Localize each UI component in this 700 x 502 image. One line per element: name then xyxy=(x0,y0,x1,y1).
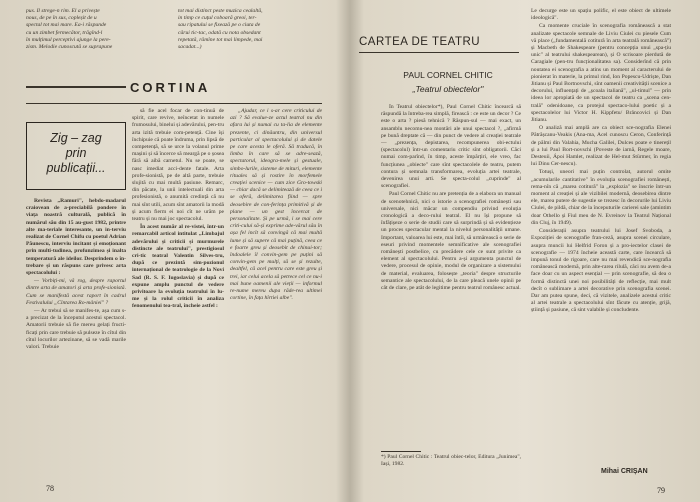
right-column-b xyxy=(531,8,671,464)
section-title-cortina: CORTINA xyxy=(130,80,211,95)
left-top-column-a xyxy=(26,8,166,54)
text-line: în mulțimul perceptivi ajunge la pere- xyxy=(26,36,111,43)
text-line: in timp ce cuțul coboară greoi, ter- xyxy=(178,15,257,22)
paragraph: „Ajudar, ce i s-ar cere criticului de azi ? Să evalue-ze actul teatral nu din afara lui și numai cu ta-lia de elemente prezente, ci dinăuntru, din universul particular al spectacolului și de datele pe care acesta le oferă. Să traducă, în limba în care să se adre-sează, spectatorul, ideogra-mele și gestuale, simbo-lurile, sisteme de mituri, elemente rituales să și rostire în morfemele creației scenice — cum zice Gro-towski — chiar dacă se delimitează de ceea ce i se oferă, delimitarea fiind — spre deosebire de con-ferința primitivă și de plane — un gest încercat de personalitate. Și pe urmă, i se mai cere criti-cului să-și exprime ade-vărul său în așa fel incît să convingă că mai multă lume și să supere că mai puțină, ceea ce e foarte greu și deosebit de chinui-tor; îndoalele îl convin-gem pe puțini să convin-gem pe mulți, să se și rezulte, dealtfel, că acel pentru care este greu și trei, iar celui acela să petrece cel ce nu-i mai bune oamenii ale vieții — informul re-nume mereu dupa răde-rea ultimei cortine, în fața hîrtiei albe". xyxy=(230,108,322,302)
left-column-c xyxy=(230,108,322,468)
text-line: zism. Melodie cunoscută se suprapune xyxy=(26,44,113,51)
paragraph: Revista „Ramuri", hebdo-madarul craiovean de a-preciabilă pondere în viața noastră culturală, publică în numărul său din 15 au-gust 1982, printre alte ma-teriale interesante, un in-terviu realizat de Cornel Chifu cu poetul Adrian Păunescu, interviu incitant și emoționant prin multi-tudinea, profunzimea și inalta temperatură ale ideilor. Desprindem o în-trebare și un răspuns care privesc arta spectacolului : xyxy=(26,198,126,277)
left-page xyxy=(0,0,349,502)
paragraph: Le decurge este un spațiu polific, el este obiect de ultimele ideologică". xyxy=(531,8,671,22)
paragraph: O analiză mai amplă are ca obiect sce-nografia Elenei Pătrășcanu-Veakis (Ana-ma, Acel cunoscu Ceron, Conferință de pălmi din Valahia, Mucha Galilei, Dulces poate e tinerețil și a lui Paul Bort-novschi (Poveste de iarnă, Regele moare, Desteuii, Ápoi Hamlet, realizat de Hel-mut Stürmer, în regia lui Dinu Cer-nescu). xyxy=(531,125,671,168)
left-column-a xyxy=(26,198,126,468)
right-column-a xyxy=(381,104,521,450)
paragraph: Totuși, uneori mai puțin controlat, autorul omite „acumularile cantitative" în evoluția scenografiei românești, rema-nîn că „marea cotitură" la „explozia" se înscrie într-un moment al creației și ale vizibilei modernă, deosebirea dintre ele, marea putere de sugestie se trezesc în decorurile lui Liviu Ciulei, de pildă, chiar de la începuturile carierei sale (amintim doar Othello și Fiul meu de N. Evreinov la Teatrul Național din Cluj, în 1949). xyxy=(531,169,671,226)
paragraph: să fie acel focar de con-tinuă de spirit, care revive, neîncetat in numele frumosului, binelui și adevărului, pen-tru arta izită trebuie com-petență. Cine își închipuie că poate îndruma, prin lipsă de competență, să se urce la volanul prime mașini și să încerce să meargă pe o șosea fără să aibă carnetul. Nu se poate, se nasc imediat acci-dente fatale. Arta profe-sionistă, pe de altă parte, trebuie slujită cu mai multă pasiune. Remarc, din păcate, la unii intelectuali din arta profesionistă, o anumită credință că nu mai sînt utili, acum sînt amatorii la modă și acum fierm ei noi cît ne urăm pe teatru și nu mai joc spectacolul. xyxy=(132,108,224,223)
footnote: *) Paul Cornel Chitic : Teatrul obiec-telor, Editura „Junimea", Iași, 1982. xyxy=(381,454,521,468)
text-line: sau ripatului se fixează pe o ciuta de xyxy=(178,22,261,29)
left-column-b xyxy=(132,108,224,468)
paragraph: Considerații asupra teatrului lui Josef Svoboda, a Expoziției de scenografie fran-ceză, asupra scenei circulare, asupra muncii lui Helfrid Foron și a pro-iectelor clasei de scenografie — 1974 încheie această carte, care încearcă să impună tonul de rigoare, care nu mai revendică sce-nografia românească modernă, prin alte-rarea rilulă, căci nu avem de-a face doar cu un aspect esențial — prin scenografie, să dea o formă distinctă unei noi posibilități de reflecție, mai mult decît o sublimare a artei decorative prin scenografia scenei. Dar am putea spune, deci, că vizitele, analizele acestui critic al artei teatrale a spectacolului sînt făcute cu atenție, grijă, știință și pasiune, că sint valabile și concludente. xyxy=(531,228,671,314)
right-page xyxy=(351,0,700,502)
section-title-cartea: CARTEA DE TEATRU xyxy=(359,36,481,48)
paragraph: — Ar trebui să se manifes-te, așa cum s-a precizat de la începutul acestui spectacol. Amatorii trebuie să fie mereu gelați fructi-ficați prin care trebuie să pulseze în cîtul din cîtul locurilor artezinane, să se vadă marile valori. Trebuie xyxy=(26,308,126,351)
text-line: pus. Il strege-n rim. El a privește xyxy=(26,8,100,14)
paragraph: — Vorbiți-mi, vă rog, despre raportul dintre arta de amatori și arta profe-sionistă. Cum se manifestă acest raport în cadrul Festivalului „Cîntarea Ro-mâniei" ? xyxy=(26,278,126,306)
paragraph: În acest număr al re-vistei, într-un remarcabil articol intitulat „Limbajul adevărului și criticii și murmurele distincte ale teatrului", prestigiosul cri-tic teatral Valentin Silves-tru, după ce prezintă sim-pozionul internațional de teatrologie de la Novi Sad (R. S. F. Iugoslavia) și după ce expune amplu punctul de vedere privitoare la evoluția teatrului în lu-me și la rolul criticii în analiza fenomenului tea-tral, încheie astfel : xyxy=(132,224,224,310)
review-book-title: „Teatrul obiectelor" xyxy=(412,84,484,94)
text-line: cărui tic-tac, odată cu nota obsedant xyxy=(178,29,261,36)
text-line: repetată, rămîne tot mai limpede, mai xyxy=(178,36,263,43)
paragraph: Ca momente cruciale în scenografia românească a stat analizate spectacole semnale de Liviu Ciulei cu piesele Cum vă place („fundamentală cotitură în arta teatrală românească") și Macbeth de Shakespeare (pentru concepția unui „spa-țiu unic" al teatrului shakespearean), și O scrisoare pierdută de Caragiale (pen-tru funcționalitatea sa). Considerînd că prin noutatea ei scenografia a atins un moment al caracterului de pionierat în materie, la primul rind, Ion Popescu-Udriște, Dan Jitianu și Paul Bortnovschi, sînt oamenii creativității scenice a decorului, influențați de „școala italiană", „ul-timul" — prin ideea lor apropiată de un spectacol de teatru ca „scena cen-trală" odenidoane, ca protejul spectaco-lului poetic și a spectacolelor lui Victor H. Kippfetu/ Brâncovici și Dan Jitianu. xyxy=(531,23,671,124)
zig-zag-line-3: publicații... xyxy=(46,161,106,175)
review-author-heading: PAUL CORNEL CHITIC xyxy=(403,70,493,80)
text-line: cu un zimbet fermecător, trăgînd-l xyxy=(26,29,103,36)
cortina-rule-bottom xyxy=(26,103,322,104)
page-number-right: 79 xyxy=(657,486,665,495)
text-line: sacadat...) xyxy=(178,44,202,51)
cortina-rule xyxy=(26,86,126,88)
zig-zag-line-1: Zig – zag xyxy=(50,131,102,145)
zig-zag-line-2: prin xyxy=(65,146,87,160)
article-signature: Mihai CRIȘAN xyxy=(601,468,648,475)
footnote-rule xyxy=(381,451,421,452)
left-top-column-b xyxy=(178,8,318,54)
cartea-rule xyxy=(359,52,519,53)
text-line: nous, de pe în sus, copleșit de u xyxy=(26,15,97,22)
page-number-left: 78 xyxy=(46,484,54,493)
paragraph: Paul Cornel Chitic nu are pretenția de a elabora un manual de scenotehnică, nici o istorie a scenografiei românești sau universale, nici măcar un compendiu privind evoluția cronologică a deco-rului teatral. El nu își propune să înfățișeze o serie de studii care să surprindă și să evidențieze un proces spectacular mental la nivelul personalității umane. Important, valoarea lui este, mai întîi, să urmărească o serie de eseuri privind momentele semnificative ale scenografiei românești postbelice, cu precădere cele ce sunt privite ca element al spectacolului. Pentru a-și argumenta punctul de vedere, procesul de opinie, modul de organizare a sistemului de material, evaluarea, folosește „teoria" despre structurile semantice ale spectacolului, de la care pleacă unele opinii pe cât de clare, pe atât de legitime pentru teatrul românesc actual. xyxy=(381,191,521,292)
zig-zag-title xyxy=(27,131,125,176)
zig-zag-box xyxy=(26,122,126,190)
text-line: spectal tot mai mare. Ea-i răspunde xyxy=(26,22,107,29)
text-line: tot mai distinct peste muzica cealaltă, xyxy=(178,8,263,14)
paragraph: În Teatrul obiectelor*), Paul Cornel Chitic încearcă să răspundă la întreba-rea simplă, firească : ce este un decor ? Ce este o arta ? piesă tehnică ? Răspun-sul — mai exact, un ansamblu necomu-nea montări ale unui spectacol ?, „afirmă pe bună dreptate că — din punct de vedere al creației teatrale — „prezența, depistarea, recompunerea obi-ectului (spectacolul) într-un comentariu critic sînt obligatorii. Căci numai com-parînd, în timp, aceste împărțiri, ele vreo, fac funcțiunea „obiecte" care sînt spectacolele de teatru, putem contura și semnala transformarea, evoluția artei teatrale, devenirea unui arti. Se specta-colul „cuprinde" al scenografiei. xyxy=(381,104,521,190)
